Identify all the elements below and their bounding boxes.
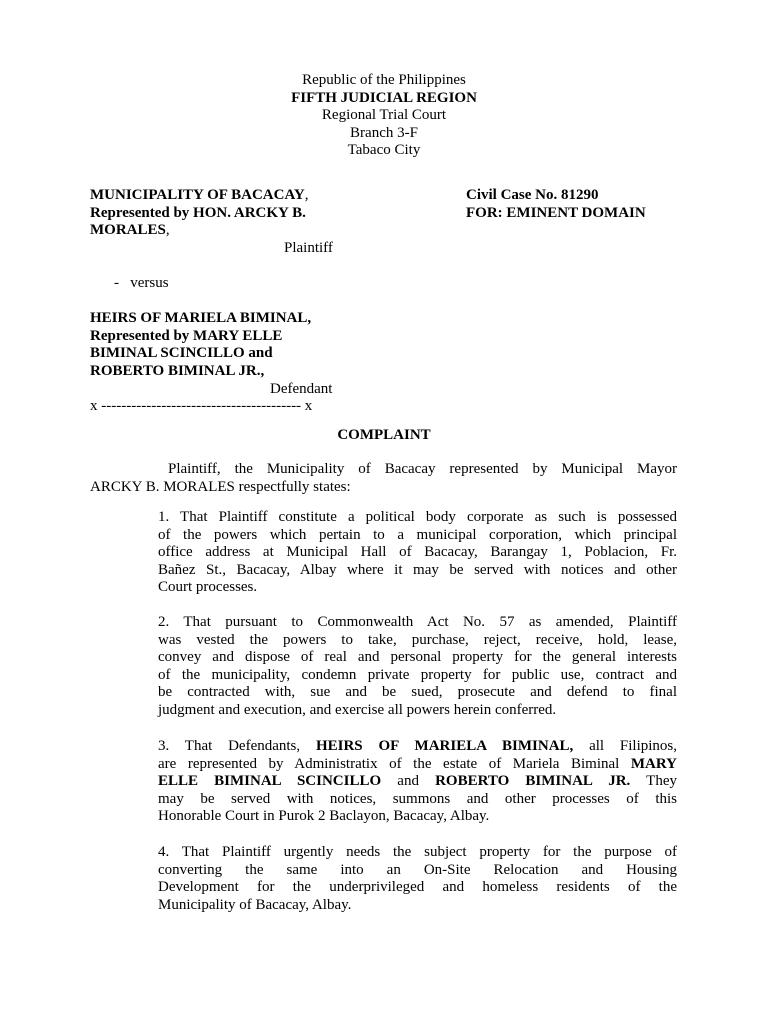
intro-line-1: Plaintiff, the Municipality of Bacacay represented by Municipal Mayor [168, 461, 677, 477]
versus-label: - versus [114, 274, 169, 291]
p2-line-2: was vested the powers to take, purchase, reject, receive, hold, lease, [158, 631, 677, 648]
caption-divider: x ---------------------------------------- x [90, 398, 313, 415]
p2-line-1: 2. That pursuant to Commonwealth Act No. 57 as amended, Plaintiff [158, 614, 677, 630]
case-nature: FOR: EMINENT DOMAIN [466, 204, 646, 221]
paragraph-3 [158, 738, 677, 826]
plaintiff-representative: Represented by HON. ARCKY B. [90, 204, 306, 221]
paragraph-2 [158, 614, 677, 720]
p2-line-5: be contracted with, sue and be sued, prosecute and defend to final [158, 684, 677, 701]
plaintiff-role: Plaintiff [284, 239, 333, 256]
paragraph-1 [158, 509, 677, 597]
defendant-rep-line2: BIMINAL SCINCILLO and [90, 345, 273, 362]
p1-line-4: Bañez St., Bacacay, Albay where it may be served with notices and other [158, 561, 677, 578]
defendant-name: HEIRS OF MARIELA BIMINAL, [90, 310, 312, 327]
header-republic: Republic of the Philippines [302, 72, 466, 88]
document-title: COMPLAINT [337, 427, 431, 443]
plaintiff-name: MUNICIPALITY OF BACACAY, [90, 187, 309, 203]
p4-line-1: 4. That Plaintiff urgently needs the subject property for the purpose of [158, 844, 677, 860]
p1-line-1: 1. That Plaintiff constitute a political body corporate as such is possessed [158, 509, 677, 525]
case-parties [90, 187, 390, 416]
intro-line-2: ARCKY B. MORALES respectfully states: [90, 478, 351, 495]
p2-line-4: of the municipality, condemn private property for public use, contract and [158, 666, 677, 683]
defendant-rep-line3: ROBERTO BIMINAL JR., [90, 362, 265, 379]
p3-line-1: 3. That Defendants, HEIRS OF MARIELA BIMINAL, all Filipinos, [158, 738, 678, 754]
case-number: Civil Case No. 81290 [466, 187, 599, 203]
header-city: Tabaco City [347, 142, 421, 159]
paragraph-4 [158, 844, 677, 914]
case-info [466, 187, 726, 222]
p4-line-4: Municipality of Bacacay, Albay. [158, 896, 352, 913]
header-branch: Branch 3-F [350, 124, 418, 141]
p3-line-5: Honorable Court in Purok 2 Baclayon, Bacacay, Albay. [158, 808, 490, 825]
p1-line-5: Court processes. [158, 579, 258, 596]
p2-line-6: judgment and execution, and exercise all powers herein conferred. [158, 701, 557, 718]
court-header [0, 72, 768, 160]
p3-line-2: are represented by Administratix of the estate of Mariela Biminal MARY [158, 755, 678, 772]
p2-line-3: convey and dispose of real and personal property for the general interests [158, 649, 677, 666]
p3-line-4: may be served with notices, summons and other processes of this [158, 790, 677, 807]
defendant-role: Defendant [270, 380, 333, 397]
header-court: Regional Trial Court [321, 107, 447, 124]
p3-line-3: ELLE BIMINAL SCINCILLO and ROBERTO BIMINAL JR. They [158, 773, 677, 790]
p4-line-2: converting the same into an On-Site Relocation and Housing [158, 861, 677, 878]
p1-line-2: of the powers which pertain to a municipal corporation, which principal [158, 526, 677, 543]
header-region: FIFTH JUDICIAL REGION [291, 89, 477, 106]
p4-line-3: Development for the underprivileged and homeless residents of the [158, 879, 677, 896]
defendant-rep-line1: Represented by MARY ELLE [90, 327, 283, 344]
p1-line-3: office address at Municipal Hall of Bacacay, Barangay 1, Poblacion, Fr. [158, 544, 677, 561]
intro-paragraph [90, 461, 677, 496]
plaintiff-representative-cont: MORALES, [90, 222, 170, 239]
